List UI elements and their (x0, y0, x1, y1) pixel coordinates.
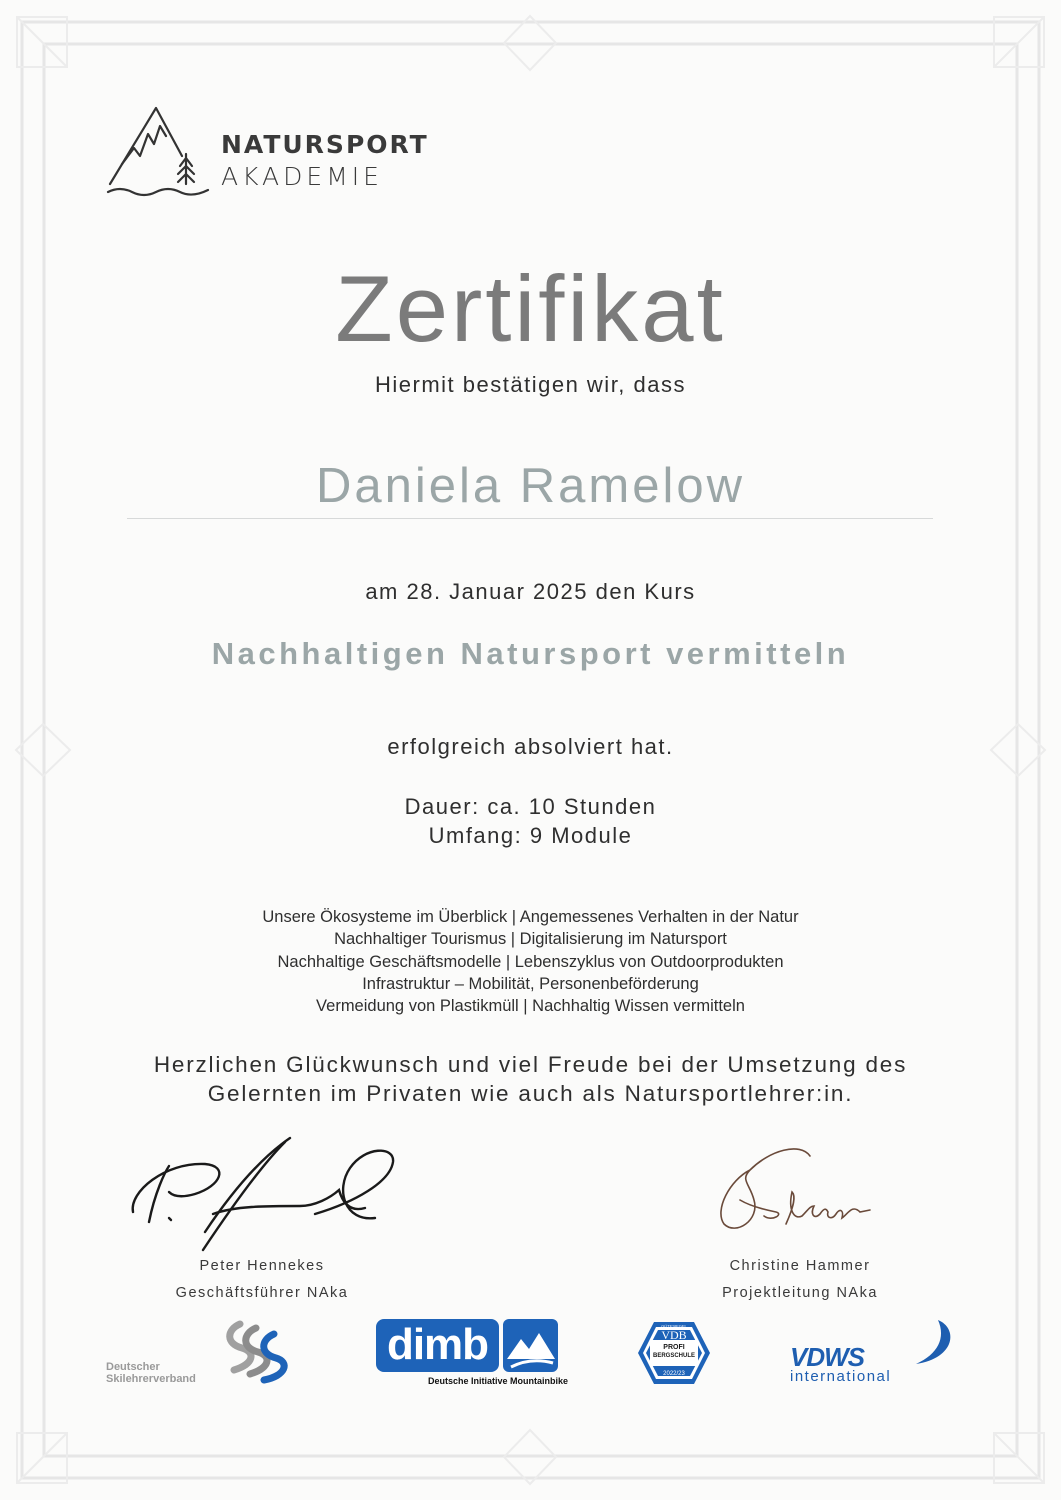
vdb-line2: BERGSCHULE (652, 1353, 696, 1359)
duration-text: Dauer: ca. 10 Stunden (404, 794, 657, 819)
vdws-label: VDWS (790, 1342, 864, 1368)
signatory-name-hennekes: Peter Hennekes (199, 1258, 325, 1274)
vdb-line1: PROFI (663, 1344, 685, 1351)
recipient-name: Daniela Ramelow (315, 459, 745, 513)
vdb-label: VDB (661, 1328, 687, 1342)
vdb-top-text: GÜTESIEGEL (661, 1323, 687, 1329)
signature-hammer (710, 1140, 875, 1235)
date-line: am 28. Januar 2025 den Kurs (365, 579, 696, 604)
signatory-role-hennekes: Geschäftsführer NAka (175, 1285, 349, 1301)
signature-hennekes (125, 1132, 405, 1257)
brand-name-line2: AKADEMIE (221, 162, 383, 191)
course-details (0, 792, 1061, 850)
dimb-subtitle: Deutsche Initiative Mountainbike (428, 1376, 569, 1386)
congrats-line: Herzlichen Glückwunsch und viel Freude bei der Umsetzung des (153, 1052, 908, 1077)
dimb-logo: dimb (376, 1319, 499, 1372)
module-line: Unsere Ökosysteme im Überblick | Angemessenes Verhalten in der Natur (262, 908, 799, 926)
vdws-subtitle: international (790, 1368, 892, 1385)
vdb-year: 2022/23 (663, 1371, 685, 1377)
congratulations-text (0, 1050, 1061, 1108)
signatory-name-hammer: Christine Hammer (729, 1258, 871, 1274)
course-title: Nachhaltigen Natursport vermitteln (211, 636, 850, 671)
module-line: Vermeidung von Plastikmüll | Nachhaltig Wissen vermitteln (316, 997, 745, 1016)
dsl-line1: Deutscher (106, 1361, 160, 1373)
vdws-logo-icon (788, 1318, 958, 1368)
name-underline (127, 518, 933, 519)
module-line: Infrastruktur – Mobilität, Personenbeförderung (362, 974, 699, 993)
module-line: Nachhaltiger Tourismus | Digitalisierung im Natursport (334, 930, 727, 949)
intro-text: Hiermit bestätigen wir, dass (375, 372, 686, 397)
dsl-logo-icon (220, 1318, 300, 1386)
module-line: Nachhaltige Geschäftsmodelle | Lebenszyklus von Outdoorprodukten (277, 952, 784, 971)
signatory-role-hammer: Projektleitung NAka (722, 1285, 878, 1301)
module-list (0, 906, 1061, 1017)
completion-text: erfolgreich absolviert hat. (387, 734, 674, 759)
dsl-logo-text (106, 1361, 196, 1385)
certificate-title: Zertifikat (335, 256, 726, 361)
congrats-line: Gelernten im Privaten wie auch als Natursportlehrer:in. (207, 1081, 854, 1106)
brand-name-line1: NATURSPORT (221, 130, 429, 159)
mountain-logo-icon (104, 104, 216, 198)
vdb-badge-icon (636, 1320, 712, 1386)
scope-text: Umfang: 9 Module (428, 823, 633, 848)
dsl-line2: Skilehrerverband (106, 1373, 196, 1385)
dimb-mountain-icon (503, 1319, 558, 1372)
